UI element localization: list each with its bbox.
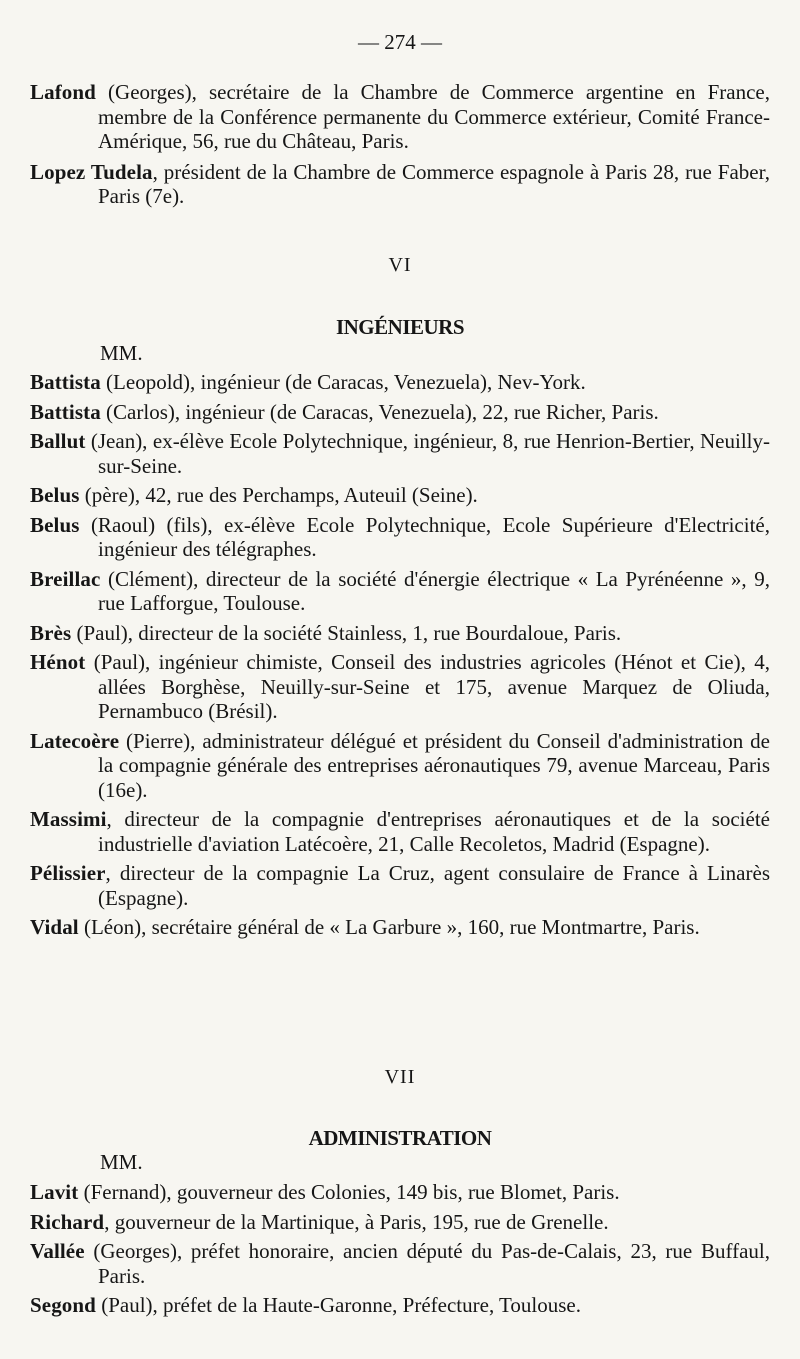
entry-text: (Paul), préfet de la Haute-Garonne, Préfecture, Toulouse. (95, 1293, 581, 1317)
entry-battista-carlos (30, 400, 770, 425)
entry-text: (Carlos), ingénieur (de Caracas, Venezuela), 22, rue Richer, Paris. (100, 399, 659, 424)
entry-segond (30, 1293, 770, 1318)
entry-name: Belus (30, 483, 80, 507)
entry-text: (Leopold), ingénieur (de Caracas, Venezuela), Nev-York. (100, 370, 586, 394)
entry-text: (Jean), ex-élève Ecole Polytechnique, ingénieur, 8, rue Henrion-Bertier, Neuilly-sur-Seine. (85, 429, 770, 478)
entry-name: Breillac (30, 566, 101, 591)
entry-richard (30, 1210, 770, 1235)
entry-vallee (30, 1239, 770, 1288)
entry-henot (30, 650, 770, 724)
entry-text: (Paul), directeur de la société Stainless, 1, rue Bourdaloue, Paris. (71, 620, 622, 645)
entry-name: Ballut (30, 429, 86, 453)
page-number: — 274 — (358, 30, 442, 54)
pre-entries (30, 80, 770, 209)
entry-text: (père), 42, rue des Perchamps, Auteuil (Seine). (79, 483, 478, 507)
entry-latecoere (30, 729, 770, 803)
entry-name: Latecoère (30, 728, 120, 753)
section-numeral-vi: VI (388, 254, 412, 276)
entry-text: (Fernand), gouverneur des Colonies, 149 bis, rue Blomet, Paris. (78, 1180, 620, 1204)
entry-text: , directeur de la compagnie d'entreprises aéronautiques et de la société industrielle d'aviation Latécoère, 21, Calle Recoletos, Madrid (Espagne). (98, 807, 770, 856)
mm-label: MM. (100, 1150, 143, 1174)
entry-ballut (30, 429, 770, 478)
section-heading-ingenieurs: INGÉNIEURS (335, 315, 465, 339)
entry-belus-raoul (30, 513, 770, 562)
entry-name: Lafond (30, 80, 96, 104)
entry-lavit (30, 1180, 770, 1205)
entry-name: Lopez Tudela (30, 159, 153, 184)
entry-bres (30, 621, 770, 646)
entry-battista-leopold (30, 370, 770, 395)
entry-vidal (30, 915, 770, 940)
entry-text: (Pierre), administrateur délégué et président du Conseil d'administration de la compagnie générale des entreprises aéronautiques 79, avenue Marceau, Paris (16e). (98, 728, 770, 802)
entry-name: Brès (30, 620, 72, 645)
entry-name: Richard (30, 1209, 105, 1234)
entry-lafond (30, 80, 770, 154)
entry-belus-pere (30, 483, 770, 508)
administration-list (30, 1180, 770, 1318)
entry-lopez-tudela (30, 160, 770, 209)
mm-label: MM. (100, 341, 143, 365)
entry-text: , directeur de la compagnie La Cruz, agent consulaire de France à Linarès (Espagne). (98, 861, 770, 910)
ingenieurs-list (30, 370, 770, 940)
entry-text: , gouverneur de la Martinique, à Paris, 195, rue de Grenelle. (104, 1209, 609, 1234)
entry-text: (Raoul) (fils), ex-élève Ecole Polytechnique, Ecole Supérieure d'Electricité, ingénieur des télégraphes. (79, 512, 770, 561)
entry-text: (Georges), secrétaire de la Chambre de Commerce argentine en France, membre de la Conférence permanente du Commerce extérieur, Comité France-Amérique, 56, rue du Château, Paris. (95, 80, 770, 153)
entry-name: Segond (30, 1293, 96, 1317)
entry-text: (Léon), secrétaire général de « La Garbure », 160, rue Montmartre, Paris. (78, 915, 700, 939)
entry-breillac (30, 567, 770, 616)
entry-name: Battista (30, 399, 101, 424)
entry-name: Lavit (30, 1180, 79, 1204)
entry-name: Vidal (30, 915, 79, 939)
entry-text: (Georges), préfet honoraire, ancien député du Pas-de-Calais, 23, rue Buffaul, Paris. (84, 1239, 770, 1288)
section-heading-administration: ADMINISTRATION (308, 1126, 492, 1150)
entry-text: (Clément), directeur de la société d'énergie électrique « La Pyrénéenne », 9, rue Lafforgue, Toulouse. (98, 566, 770, 615)
entry-name: Vallée (30, 1239, 85, 1263)
entry-name: Pélissier (30, 861, 106, 885)
entry-massimi (30, 807, 770, 856)
entry-name: Belus (30, 512, 80, 537)
entry-name: Hénot (30, 650, 86, 674)
entry-pelissier (30, 861, 770, 910)
section-numeral-vii: VII (384, 1066, 416, 1088)
entry-text: (Paul), ingénieur chimiste, Conseil des industries agricoles (Hénot et Cie), 4, allées Borghèse, Neuilly-sur-Seine et 175, avenue Marquez de Oliuda, Pernambuco (Brésil). (85, 650, 770, 723)
entry-text: , président de la Chambre de Commerce espagnole à Paris 28, rue Faber, Paris (7e). (98, 159, 770, 208)
entry-name: Massimi (30, 807, 107, 831)
entry-name: Battista (30, 370, 101, 394)
